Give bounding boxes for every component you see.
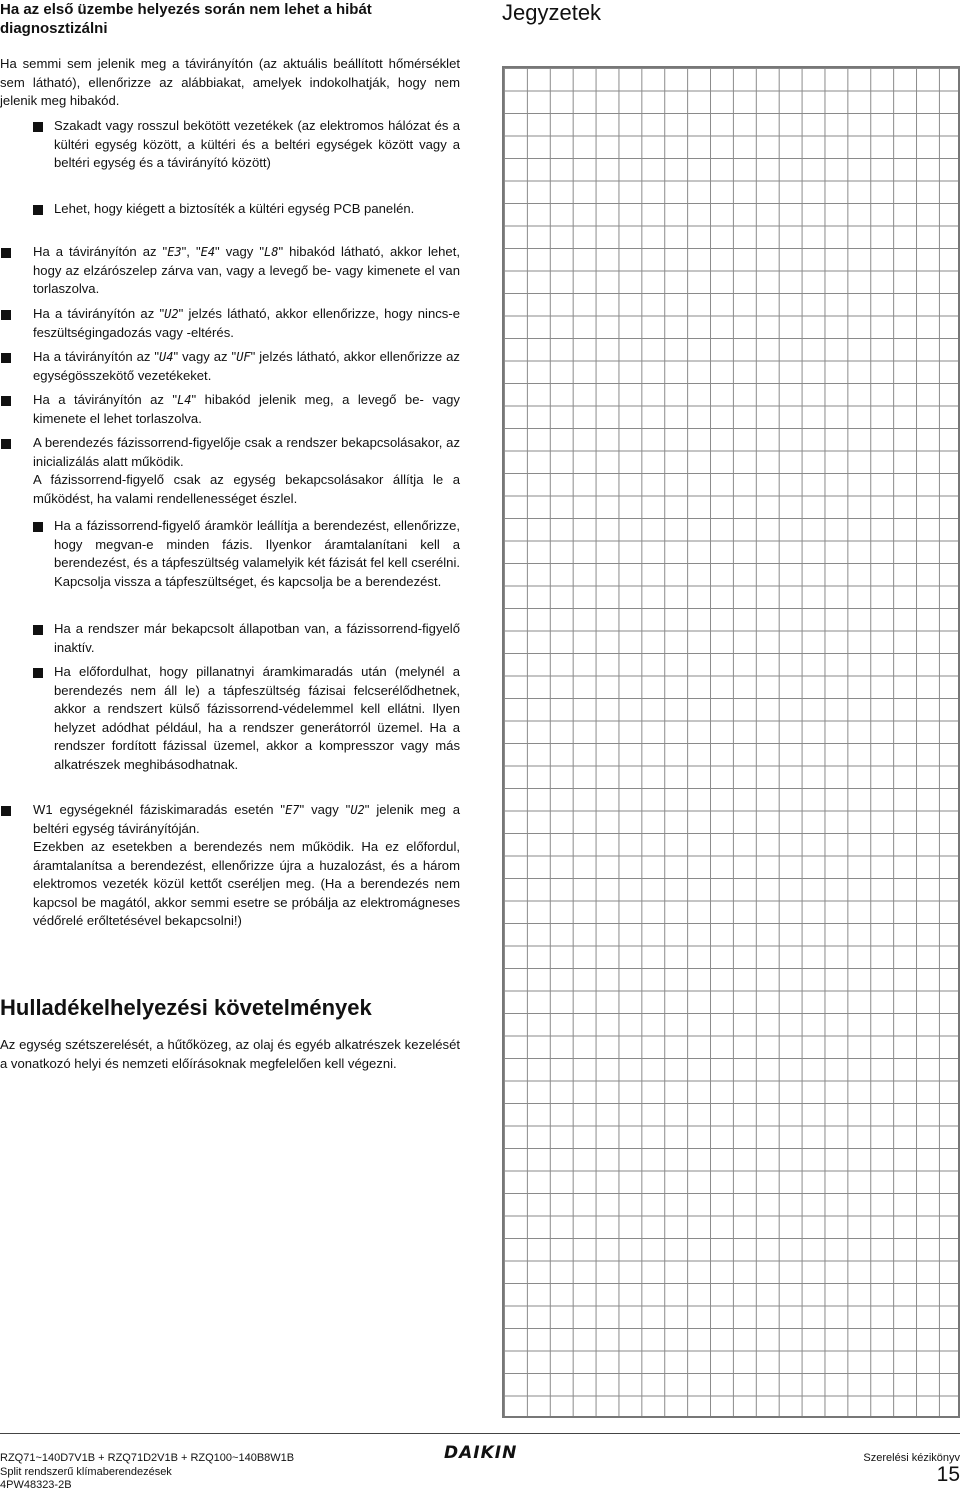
bullet-marker [33,625,43,635]
footer-model: RZQ71~140D7V1B + RZQ71D2V1B + RZQ100~140B8W1B [0,1452,295,1464]
notes-grid [502,66,960,1418]
error-code: UF [236,350,251,364]
text: " jelzés látható, akkor ellenőrizze, hogy nincs-e feszültségingadozás vagy -eltérés. [33,306,460,340]
phase-monitor-note: A fázissorrend-figyelő csak az egység bekapcsolásakor állítja le a működést, ha valami rendellenességet észlel. [33,472,460,506]
daikin-logo: DAIKIN [444,1443,518,1463]
bullet-marker [33,522,43,532]
page-number: 15 [936,1463,960,1486]
sub-bullet-phase-swap: Ha a fázissorrend-figyelő áramkör leállítja a berendezést, ellenőrizze, hogy megvan-e minden fázis. Ilyenkor áramtalanítani kell a berendezést, és a tápfeszültség valamelyik két fázisát fel kell cserélni. Kapcsolja vissza a tápfeszültséget, és kapcsolja be a berendezést. [54,518,460,589]
disposal-paragraph: Az egység szétszerelését, a hűtőközeg, az olaj és egyéb alkatrészek kezelését a vonatkozó helyi és nemzeti előírásoknak megfelelően kell végezni. [0,1037,460,1071]
footer-subtitle: Split rendszerű klímaberendezések [0,1465,172,1478]
notes-title: Jegyzetek [502,0,602,25]
text: Ha a távirányítón az " [33,306,165,321]
error-code: U4 [159,350,174,364]
bullet-marker [33,668,43,678]
bullet-marker [1,353,11,363]
bullet-marker [1,396,11,406]
text: " vagy " [215,244,265,259]
error-code: L8 [264,245,279,259]
intro-paragraph: Ha semmi sem jelenik meg a távirányítón (az aktuális beállított hőmérséklet sem látható), ellenőrizze az alábbiakat, amelyek indokolhatják, hogy nem jelenik meg hibakód. [0,56,460,108]
bullet-marker [33,122,43,132]
error-code: U2 [164,307,179,321]
bullet-l4 [33,391,460,428]
sub-bullet-fuse: Lehet, hogy kiégett a biztosíték a kültéri egység PCB panelén. [54,201,415,216]
error-code: E7 [285,803,300,817]
error-code: U2 [350,803,365,817]
bullet-u4-uf [33,348,460,385]
section-title: Ha az első üzembe helyezés során nem lehet a hibát diagnosztizálni [0,1,372,37]
text: " jelzés látható, akkor ellenőrizze az egységösszekötő vezetékeket. [33,349,460,383]
text: ", " [181,244,201,259]
footer-right [863,1452,960,1486]
bullet-marker [1,310,11,320]
disposal-heading: Hulladékelhelyezési követelmények [0,995,372,1020]
bullet-marker [1,806,11,816]
bullet-marker [1,248,11,258]
bullet-e3-e4-l8 [33,243,460,299]
footer-manual: Szerelési kézikönyv [863,1452,960,1464]
sub-bullet-external-protection: Ha előfordulhat, hogy pillanatnyi áramkimaradás után (melynél a berendezés nem áll le) a tápfeszültség fázisai felcserélődhetnek, akkor a rendszert külső fázissorrend-védelemmel kell ellátni. Ilyen helyzet adódhat például, ha a rendszer generátorról üzemel. Ha a rendszer fordított fázissal üzemel, akkor a kompresszor vagy más alkatrészek meghibásodhatnak. [54,664,460,772]
bullet-phase-monitor: A berendezés fázissorrend-figyelője csak a rendszer bekapcsolásakor, az inicializálás alatt működik. [33,435,460,469]
sub-bullet-wiring: Szakadt vagy rosszul bekötött vezetékek (az elektromos hálózat és a kültéri egység között, a kültéri és a beltéri egységek között vagy a beltéri egység és a távirányító között) [54,118,460,170]
text: " hibakód látható, akkor lehet, hogy az elzárószelep zárva van, vagy a levegő be- vagy kimenete el van torlaszolva. [33,244,460,296]
text: Ha a távirányítón az " [33,392,178,407]
text: " vagy az " [173,349,237,364]
error-code: L4 [177,393,192,407]
bullet-w1-phase-loss [33,801,460,838]
error-code: E4 [200,245,216,259]
text: Ha a távirányítón az " [33,244,168,259]
bullet-u2 [33,305,460,342]
text: " vagy " [299,802,351,817]
footer-doc-id: 4PW48323-2B [0,1479,72,1491]
text: W1 egységeknél fáziskimaradás esetén " [33,802,286,817]
footer-divider [0,1433,960,1434]
error-code: E3 [167,245,182,259]
text: " hibakód jelenik meg, a levegő be- vagy kimenete el lehet torlaszolva. [33,392,460,426]
text: Ha a távirányítón az " [33,349,160,364]
bullet-marker [33,205,43,215]
bullet-marker [1,439,11,449]
text: " jelenik meg a beltéri egység távirányítóján. [33,802,461,836]
w1-phase-loss-note: Ezekben az esetekben a berendezés nem működik. Ha ez előfordul, áramtalanítsa a berendezést, ellenőrizze újra a huzalozást, és a három elektromos vezeték közül kettőt cseréljen meg. (Ha a berendezés nem kapcsol be magától, akkor semmi esetre se próbálja az elektromágneses védőrelé erőltetésével bekapcsolni!) [33,839,460,928]
sub-bullet-inactive: Ha a rendszer már bekapcsolt állapotban van, a fázissorrend-figyelő inaktív. [54,621,460,655]
footer-left [0,1452,294,1493]
